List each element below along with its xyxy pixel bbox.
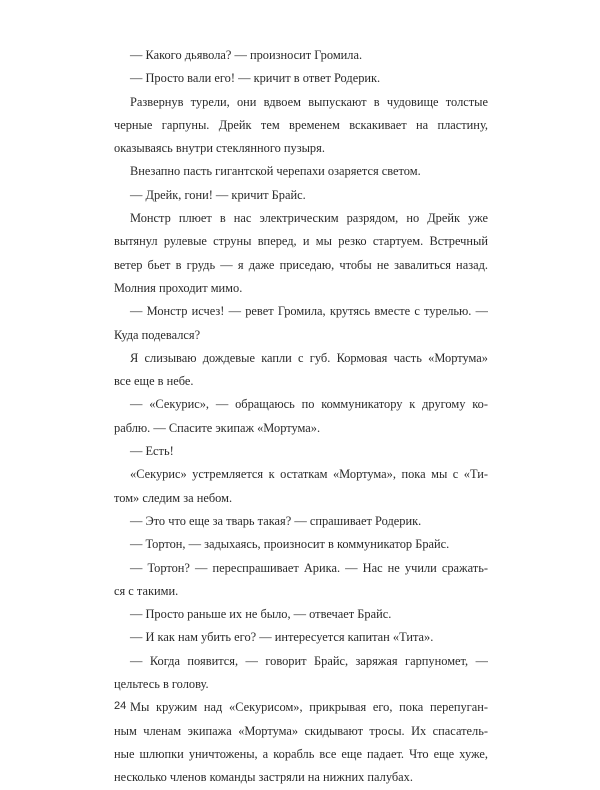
body-text: [114, 44, 488, 790]
text-line: — Просто раньше их не было, — отвечает Брайс.: [130, 607, 392, 622]
text-line: — Когда появится, — говорит Брайс, заряжая гарпуномет, —: [130, 653, 488, 668]
text-line: ным членам экипажа «Мортума» скидывают тросы. Их спасатель-: [114, 723, 488, 738]
text-line: раблю. — Спасите экипаж «Мортума».: [114, 420, 321, 435]
text-line: черные гарпуны. Дрейк тем временем вскакивает на пластину,: [114, 117, 488, 132]
text-line: ные шлюпки уничтожены, а корабль все еще падает. Что еще хуже,: [114, 746, 488, 761]
text-line: — И как нам убить его? — интересуется капитан «Тита».: [130, 630, 434, 645]
text-line: Внезапно пасть гигантской черепахи озаряется светом.: [130, 164, 421, 179]
text-line: — Тортон, — задыхаясь, произносит в коммуникатор Брайс.: [130, 537, 450, 552]
page-number: 24: [114, 700, 127, 712]
text-line: все еще в небе.: [114, 374, 194, 389]
text-line: Я слизываю дождевые капли с губ. Кормовая часть «Мортума»: [130, 350, 488, 365]
text-line: — «Секурис», — обращаюсь по коммуникатору к другому ко-: [130, 397, 488, 412]
text-line: — Дрейк, гони! — кричит Брайс.: [130, 187, 306, 202]
text-line: оказываясь внутри стеклянного пузыря.: [114, 141, 325, 156]
text-line: — Это что еще за тварь такая? — спрашивает Родерик.: [130, 513, 422, 528]
text-line: Монстр плюет в нас электрическим разрядом, но Дрейк уже: [130, 211, 488, 226]
text-line: ветер бьет в грудь — я даже приседаю, чтобы не завалиться назад.: [114, 257, 488, 272]
text-line: — Есть!: [130, 444, 174, 459]
text-line: — Монстр исчез! — ревет Громила, крутясь вместе с турелью. —: [130, 304, 488, 319]
text-line: — Тортон? — переспрашивает Арика. — Нас не учили сражать-: [130, 560, 488, 575]
text-line: Куда подевался?: [114, 327, 201, 342]
text-line: несколько членов команды застряли на нижних палубах.: [114, 770, 413, 785]
text-line: ся с такими.: [114, 583, 179, 598]
text-line: вытянул рулевые струны вперед, и мы резко стартуем. Встречный: [114, 234, 488, 249]
text-line: Развернув турели, они вдвоем выпускают в чудовище толстые: [130, 94, 488, 109]
text-line: — Просто вали его! — кричит в ответ Родерик.: [130, 71, 381, 86]
text-line: «Секурис» устремляется к остаткам «Мортума», пока мы с «Ти-: [130, 467, 488, 482]
text-line: Мы кружим над «Секурисом», прикрывая его, пока перепуган-: [130, 700, 488, 715]
text-line: Молния проходит мимо.: [114, 280, 243, 295]
text-line: — Какого дьявола? — произносит Громила.: [130, 48, 363, 62]
text-line: том» следим за небом.: [114, 490, 233, 505]
text-line: цельтесь в голову.: [114, 677, 209, 692]
